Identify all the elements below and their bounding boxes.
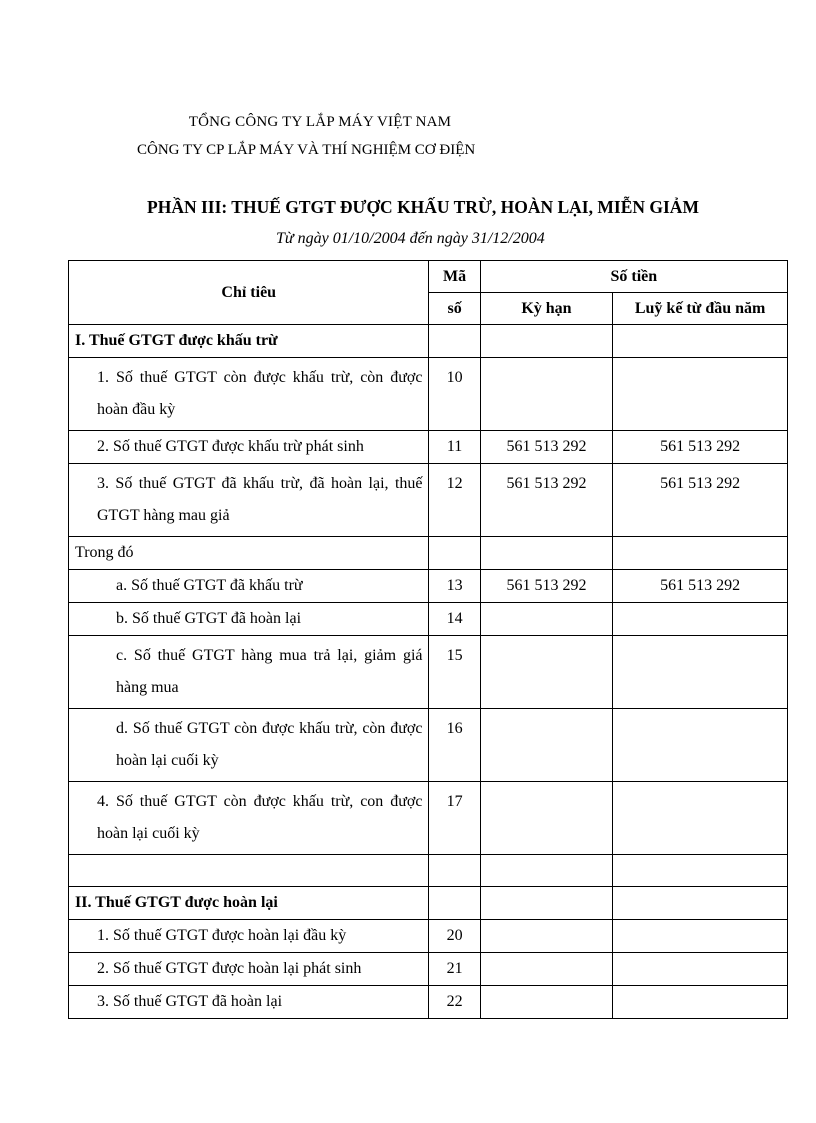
row-period-value: 561 513 292 bbox=[480, 431, 613, 464]
row-code: 14 bbox=[429, 603, 480, 636]
row-label: 1. Số thuế GTGT được hoàn lại đầu kỳ bbox=[69, 920, 429, 953]
row-label: d. Số thuế GTGT còn được khấu trừ, còn được hoàn lại cuối kỳ bbox=[69, 709, 429, 782]
table-row bbox=[69, 537, 788, 570]
row-label: I. Thuế GTGT được khấu trừ bbox=[69, 325, 429, 358]
row-code: 22 bbox=[429, 986, 480, 1019]
row-cumulative-value bbox=[613, 358, 788, 431]
row-code: 20 bbox=[429, 920, 480, 953]
company-name: CÔNG TY CP LẮP MÁY VÀ THÍ NGHIỆM CƠ ĐIỆN bbox=[137, 142, 476, 158]
row-code bbox=[429, 855, 480, 887]
row-label: a. Số thuế GTGT đã khấu trừ bbox=[69, 570, 429, 603]
row-code bbox=[429, 887, 480, 920]
header-cumulative: Luỹ kế từ đầu năm bbox=[613, 293, 788, 325]
row-period-value bbox=[480, 358, 613, 431]
row-period-value bbox=[480, 709, 613, 782]
row-label: 2. Số thuế GTGT được hoàn lại phát sinh bbox=[69, 953, 429, 986]
row-period-value bbox=[480, 537, 613, 570]
table-row bbox=[69, 431, 788, 464]
row-code: 11 bbox=[429, 431, 480, 464]
header-indicator: Chỉ tiêu bbox=[69, 261, 429, 325]
row-code: 12 bbox=[429, 464, 480, 537]
table-row-empty bbox=[69, 855, 788, 887]
row-cumulative-value bbox=[613, 855, 788, 887]
row-cumulative-value bbox=[613, 782, 788, 855]
table-row bbox=[69, 636, 788, 709]
row-code: 13 bbox=[429, 570, 480, 603]
row-cumulative-value: 561 513 292 bbox=[613, 464, 788, 537]
row-cumulative-value: 561 513 292 bbox=[613, 431, 788, 464]
row-cumulative-value bbox=[613, 325, 788, 358]
row-period-value bbox=[480, 782, 613, 855]
row-cumulative-value bbox=[613, 636, 788, 709]
table-row bbox=[69, 782, 788, 855]
vat-table bbox=[68, 260, 788, 1019]
table-row bbox=[69, 464, 788, 537]
table-row bbox=[69, 570, 788, 603]
header-code-top: Mã bbox=[429, 261, 480, 293]
row-code bbox=[429, 325, 480, 358]
table-row bbox=[69, 953, 788, 986]
row-period-value: 561 513 292 bbox=[480, 464, 613, 537]
row-period-value bbox=[480, 887, 613, 920]
row-label: II. Thuế GTGT được hoàn lại bbox=[69, 887, 429, 920]
row-label: Trong đó bbox=[69, 537, 429, 570]
row-period-value bbox=[480, 636, 613, 709]
row-label: 4. Số thuế GTGT còn được khấu trừ, con được hoàn lại cuối kỳ bbox=[69, 782, 429, 855]
row-code: 10 bbox=[429, 358, 480, 431]
row-label bbox=[69, 855, 429, 887]
reporting-period: Từ ngày 01/10/2004 đến ngày 31/12/2004 bbox=[276, 230, 545, 247]
row-cumulative-value bbox=[613, 709, 788, 782]
table-row bbox=[69, 325, 788, 358]
row-label: 1. Số thuế GTGT còn được khấu trừ, còn được hoàn đầu kỳ bbox=[69, 358, 429, 431]
row-cumulative-value bbox=[613, 537, 788, 570]
row-cumulative-value bbox=[613, 953, 788, 986]
row-period-value bbox=[480, 603, 613, 636]
header-period: Kỳ hạn bbox=[480, 293, 613, 325]
row-cumulative-value bbox=[613, 920, 788, 953]
row-code: 21 bbox=[429, 953, 480, 986]
row-label: 3. Số thuế GTGT đã khấu trừ, đã hoàn lại, thuế GTGT hàng mau giả bbox=[69, 464, 429, 537]
row-label: c. Số thuế GTGT hàng mua trả lại, giảm giá hàng mua bbox=[69, 636, 429, 709]
row-period-value: 561 513 292 bbox=[480, 570, 613, 603]
row-period-value bbox=[480, 953, 613, 986]
row-cumulative-value: 561 513 292 bbox=[613, 570, 788, 603]
row-label: b. Số thuế GTGT đã hoàn lại bbox=[69, 603, 429, 636]
table-row bbox=[69, 986, 788, 1019]
row-label: 3. Số thuế GTGT đã hoàn lại bbox=[69, 986, 429, 1019]
row-cumulative-value bbox=[613, 887, 788, 920]
page-title: PHẦN III: THUẾ GTGT ĐƯỢC KHẤU TRỪ, HOÀN LẠI, MIỄN GIẢM bbox=[147, 197, 699, 217]
table-row bbox=[69, 603, 788, 636]
row-period-value bbox=[480, 986, 613, 1019]
table-row bbox=[69, 920, 788, 953]
row-period-value bbox=[480, 920, 613, 953]
row-code: 16 bbox=[429, 709, 480, 782]
row-label: 2. Số thuế GTGT được khấu trừ phát sinh bbox=[69, 431, 429, 464]
row-period-value bbox=[480, 855, 613, 887]
table-row bbox=[69, 709, 788, 782]
table-row bbox=[69, 358, 788, 431]
header-amount: Số tiền bbox=[480, 261, 787, 293]
row-code: 15 bbox=[429, 636, 480, 709]
row-code bbox=[429, 537, 480, 570]
row-cumulative-value bbox=[613, 603, 788, 636]
row-cumulative-value bbox=[613, 986, 788, 1019]
row-code: 17 bbox=[429, 782, 480, 855]
table-row bbox=[69, 887, 788, 920]
row-period-value bbox=[480, 325, 613, 358]
header-code-bottom: số bbox=[429, 293, 480, 325]
parent-organization: TỔNG CÔNG TY LẮP MÁY VIỆT NAM bbox=[188, 114, 452, 130]
